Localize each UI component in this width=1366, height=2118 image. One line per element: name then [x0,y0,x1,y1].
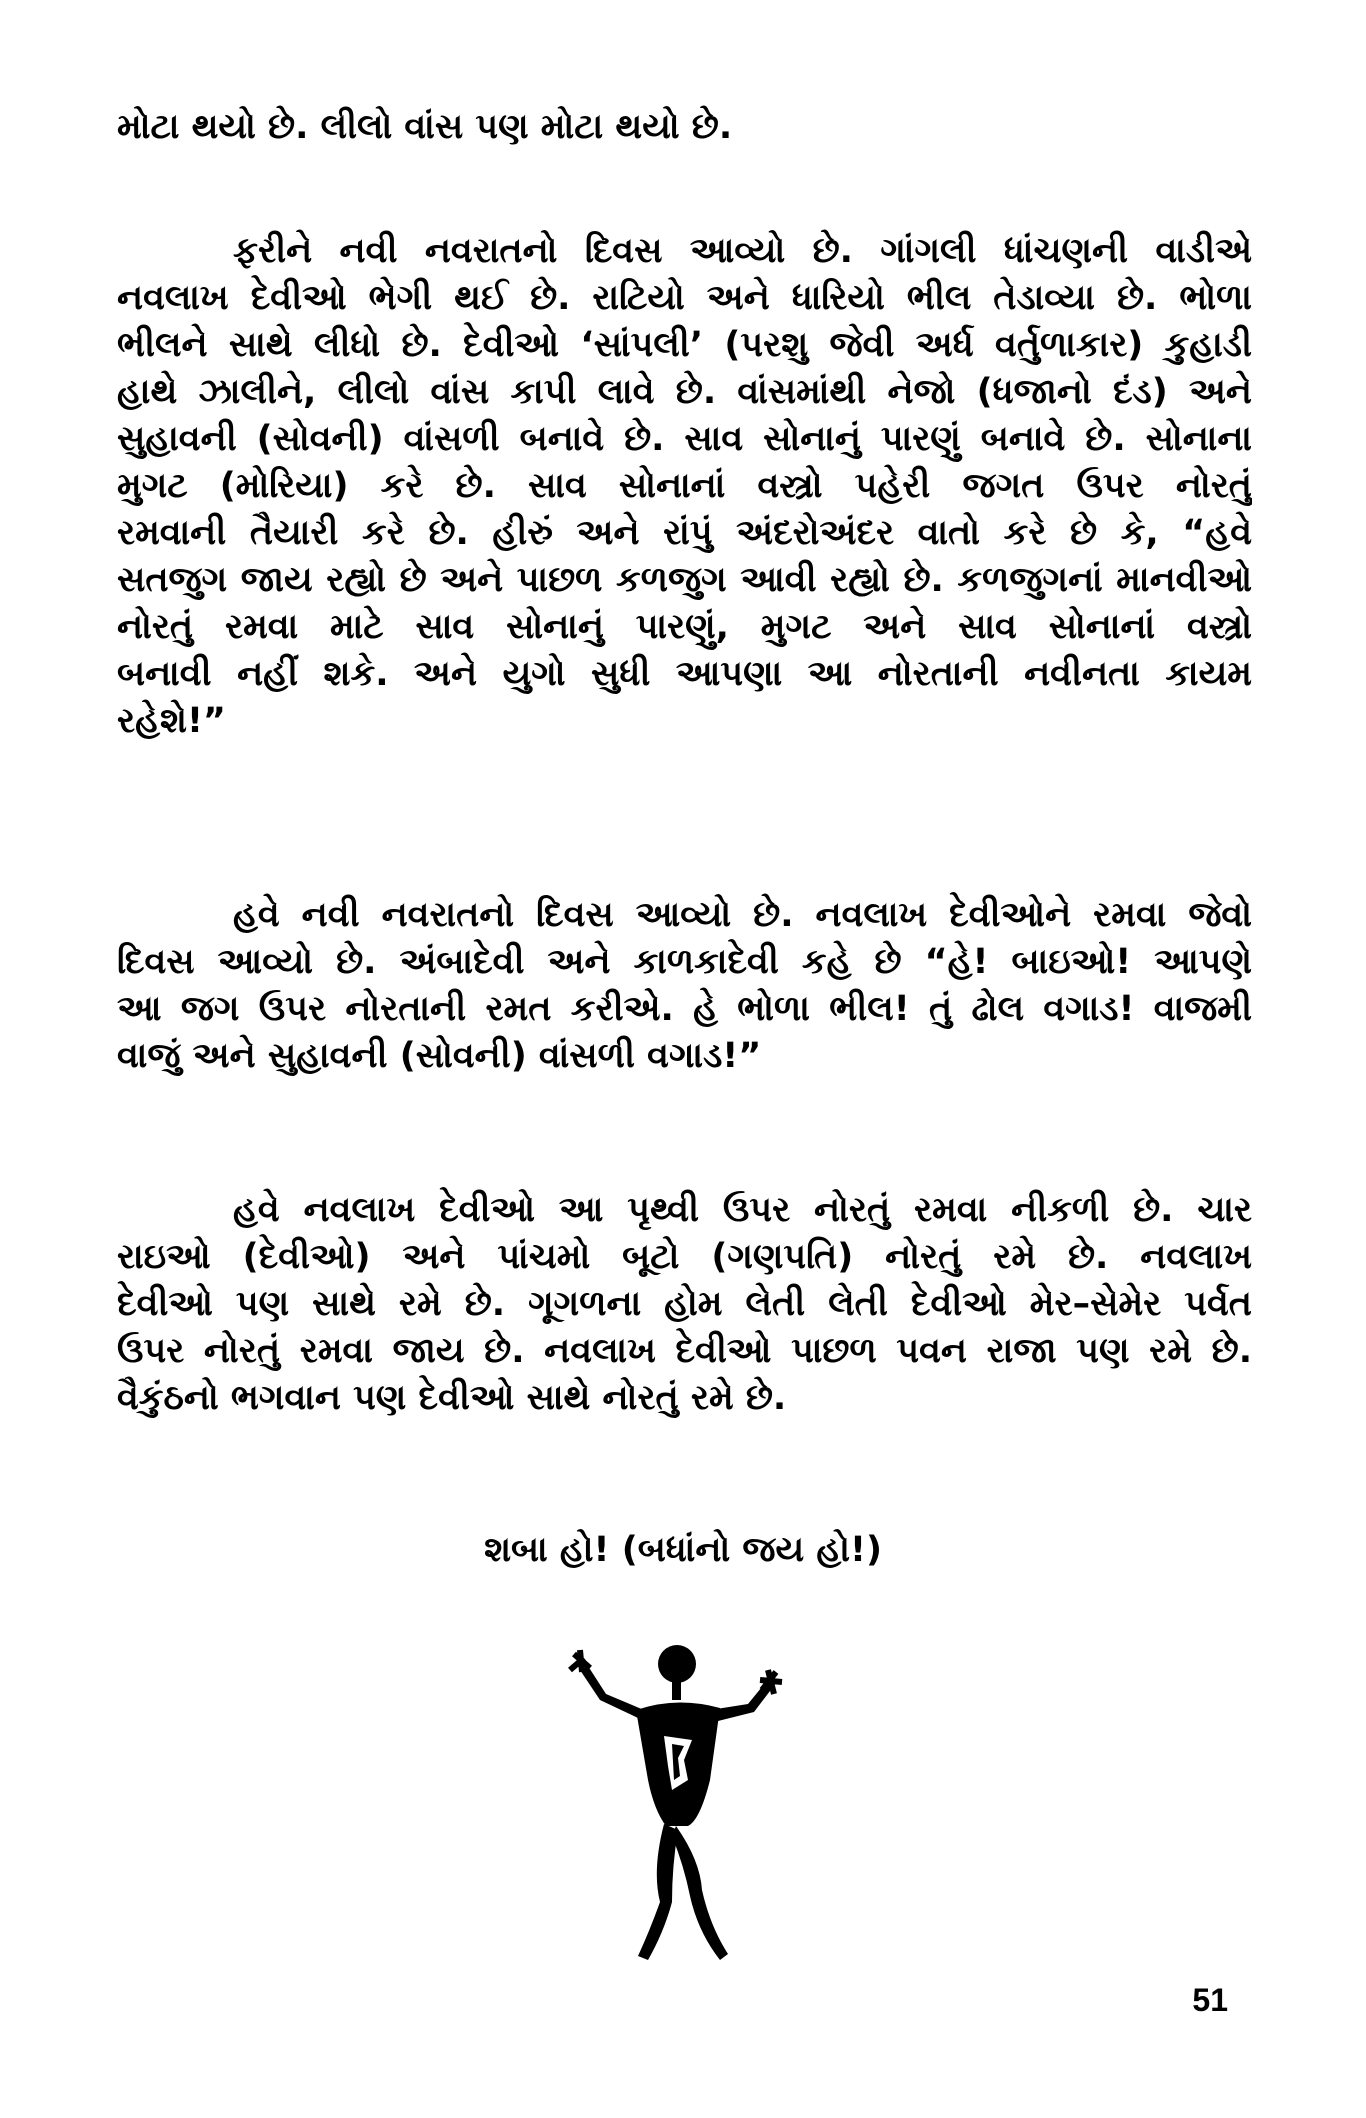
text-line: વાજું અને સુહાવની (સોવની) વાંસળી વગાડ!” [117,1036,762,1076]
text-line: મુગટ (મોરિયા) કરે છે. સાવ સોનાનાં વસ્ત્રો પહેરી જગત ઉપર નોરતું [117,466,1252,506]
text-line: વૈકુંઠનો ભગવાન પણ દેવીઓ સાથે નોરતું રમે છે. [117,1378,787,1418]
paragraph-new-navratri-day [117,892,1252,1080]
text-line: મોટા થયો છે. લીલો વાંસ પણ મોટા થયો છે. [117,107,733,147]
text-line: સતજુગ જાય રહ્યો છે અને પાછળ કળજુગ આવી રહ્યો છે. કળજુગનાં માનવીઓ [117,560,1252,600]
text-line: નોરતું રમવા માટે સાવ સોનાનું પારણું, મુગટ અને સાવ સોનાનાં વસ્ત્રો [117,607,1252,647]
page-number: 51 [1192,1982,1228,2018]
text-line: હવે નવી નવરાતનો દિવસ આવ્યો છે. નવલાખ દેવીઓને રમવા જેવો [233,895,1252,935]
text-line: રાઇઓ (દેવીઓ) અને પાંચમો બૂટો (ગણપતિ) નોરતું રમે છે. નવલાખ [117,1237,1252,1277]
text-line: આ જગ ઉપર નોરતાની રમત કરીએ. હે ભોળા ભીલ! તું ઢોલ વગાડ! વાજમી [117,989,1252,1029]
text-line: બનાવી નહીં શકે. અને યુગો સુધી આપણા આ નોરતાની નવીનતા કાયમ [117,654,1252,694]
text-line: રહેશે!” [117,701,226,741]
text-line: ફરીને નવી નવરાતનો દિવસ આવ્યો છે. ગાંગલી ધાંચણની વાડીએ [233,231,1252,271]
paragraph-opening [117,104,1252,151]
closing-invocation: શબા હો! (બધાંનો જય હો!) [484,1530,882,1570]
text-line: હાથે ઝાલીને, લીલો વાંસ કાપી લાવે છે. વાંસમાંથી નેજો (ધજાનો દંડ) અને [117,372,1252,412]
text-line: હવે નવલાખ દેવીઓ આ પૃથ્વી ઉપર નોરતું રમવા નીકળી છે. ચાર [233,1190,1252,1230]
text-line: નવલાખ દેવીઓ ભેગી થઈ છે. રાટિયો અને ધારિયો ભીલ તેડાવ્યા છે. ભોળા [117,278,1252,318]
paragraph-navratri-preparation [117,228,1252,745]
text-line: દેવીઓ પણ સાથે રમે છે. ગૂગળના હોમ લેતી લેતી દેવીઓ મેર–સેમેર પર્વત [117,1284,1252,1324]
text-line: રમવાની તૈયારી કરે છે. હીરું અને રાંપું અંદરોઅંદર વાતો કરે છે કે, “હવે [117,513,1252,553]
paragraph-goddesses-dance [117,1187,1252,1422]
text-line: ઉપર નોરતું રમવા જાય છે. નવલાખ દેવીઓ પાછળ પવન રાજા પણ રમે છે. [117,1331,1252,1371]
tribal-dancer-figure-icon [560,1640,800,1970]
text-line: ભીલને સાથે લીધો છે. દેવીઓ ‘સાંપલી’ (પરશુ જેવી અર્ધ વર્તુળાકાર) કુહાડી [117,325,1252,365]
text-line: દિવસ આવ્યો છે. અંબાદેવી અને કાળકાદેવી કહે છે “હે! બાઇઓ! આપણે [117,942,1252,982]
text-line: સુહાવની (સોવની) વાંસળી બનાવે છે. સાવ સોનાનું પારણું બનાવે છે. સોનાના [117,419,1252,459]
